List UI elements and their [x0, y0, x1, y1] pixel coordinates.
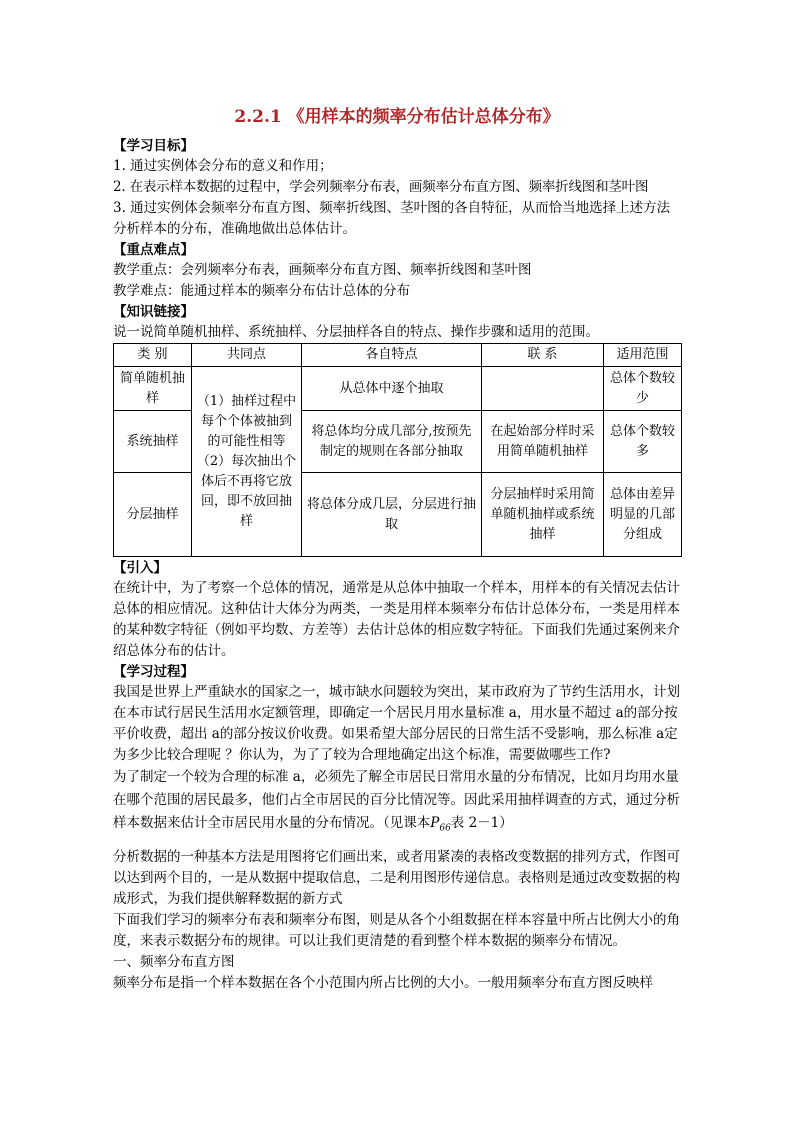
intro-paragraph: 在统计中，为了考察一个总体的情况，通常是从总体中抽取一个样本，用样本的有关情况去估计总体的相应情况。这种估计大体分为两类，一类是用样本频率分布估计总体分布，一类是用样本的某种数字特征（例如平均数、方差等）去估计总体的相应数字特征。下面我们先通过案例来介绍总体分布的估计。: [113, 580, 680, 659]
table-header-cell: 各自特点: [302, 344, 482, 367]
process-paragraph: 频率分布是指一个样本数据在各个小范围内所占比例的大小。一般用频率分布直方图反映样: [113, 974, 653, 991]
goal-item: 1. 通过实例体会分布的意义和作用；: [113, 158, 333, 174]
section-heading-goals: 【学习目标】: [113, 138, 194, 154]
process-paragraph: 分析数据的一种基本方法是用图将它们画出来，或者用紧凑的表格改变数据的排列方式，作图可以达到两个目的，一是从数据中提取信息，二是利用图形传递信息。表格则是通过改变数据的构成形式，为我们提供解释数据的新方式: [113, 848, 680, 907]
table-cell-feature: 将总体均分成几部分,按预先制定的规则在各部分抽取: [302, 411, 482, 473]
page-title: 2.2.1 《用样本的频率分布估计总体分布》: [234, 107, 560, 127]
document-page: [113, 104, 681, 994]
section-heading-process: 【学习过程】: [113, 664, 194, 680]
table-row: [114, 367, 682, 411]
link-intro: 说一说简单随机抽样、系统抽样、分层抽样各自的特点、操作步骤和适用的范围。: [113, 324, 599, 340]
ref-letter: P: [430, 815, 440, 831]
process-text: 表 2－1）: [450, 815, 513, 831]
process-paragraph: 下面我们学习的频率分布表和频率分布图，则是从各个小组数据在样本容量中所占比例大小的角度，来表示数据分布的规律。可以让我们更清楚的看到整个样本数据的频率分布情况。: [113, 911, 680, 949]
goal-item: 2. 在表示样本数据的过程中，学会列频率分布表，画频率分布直方图、频率折线图和茎叶图: [113, 179, 649, 195]
textbook-page-ref: [430, 815, 451, 834]
table-cell-feature: 将总体分成几层，分层进行抽取: [302, 473, 482, 557]
table-header-cell: 联 系: [482, 344, 604, 367]
goal-item: 3. 通过实例体会频率分布直方图、频率折线图、茎叶图的各自特征，从而恰当地选择上述方法分析样本的分布，准确地做出总体估计。: [113, 200, 671, 237]
table-cell-category: 系统抽样: [114, 411, 192, 473]
sampling-comparison-table: [113, 343, 682, 557]
table-cell-scope: 总体个数较少: [604, 367, 682, 411]
key-point-item: 教学难点：能通过样本的频率分布估计总体的分布: [113, 283, 410, 299]
table-cell-feature: 从总体中逐个抽取: [302, 367, 482, 411]
table-cell-scope: 总体个数较多: [604, 411, 682, 473]
section-heading-intro: 【引入】: [113, 560, 167, 576]
table-header-cell: 适用范围: [604, 344, 682, 367]
process-paragraph: [113, 766, 681, 841]
ref-page-number: 66: [439, 823, 451, 834]
process-paragraph: 我国是世界上严重缺水的国家之一，城市缺水问题较为突出，某市政府为了节约生活用水，计划在本市试行居民生活用水定额管理，即确定一个居民月用水量标准 a，用水量不超过 a的部分按平价收费，超出 a的部分按议价收费。如果希望大部分居民的日常生活不受影响，那么标准 a定为多少比较合理呢 ？你认为，为了了较为合理地确定出这个标准，需要做哪些工作?: [113, 684, 680, 763]
process-text: 为了制定一个较为合理的标准 a，必须先了解全市居民日常用水量的分布情况，比如月均用水量在哪个范围的居民最多，他们占全市居民的百分比情况等。因此采用抽样调查的方式，通过分析样本数据来估计全市居民用水量的分布情况。（见课本: [113, 769, 680, 831]
table-header-cell: 共同点: [192, 344, 302, 367]
table-header-row: [114, 344, 682, 367]
table-cell-relation: 分层抽样时采用简单随机抽样或系统抽样: [482, 473, 604, 557]
table-cell-relation: 在起始部分样时采用简单随机抽样: [482, 411, 604, 473]
table-cell-scope: 总体由差异明显的几部分组成: [604, 473, 682, 557]
table-header-cell: 类 别: [114, 344, 192, 367]
table-cell-relation: [482, 367, 604, 411]
table-cell-common: （1）抽样过程中每个个体被抽到的可能性相等（2）每次抽出个体后不再将它放回，即不放回抽样: [192, 367, 302, 557]
table-cell-category: 分层抽样: [114, 473, 192, 557]
subsection-heading: 一、频率分布直方图: [113, 953, 235, 970]
key-point-item: 教学重点：会列频率分布表，画频率分布直方图、频率折线图和茎叶图: [113, 262, 532, 278]
table-cell-category: 简单随机抽样: [114, 367, 192, 411]
section-heading-knowledge-link: 【知识链接】: [113, 304, 194, 320]
section-heading-key-points: 【重点难点】: [113, 242, 194, 258]
